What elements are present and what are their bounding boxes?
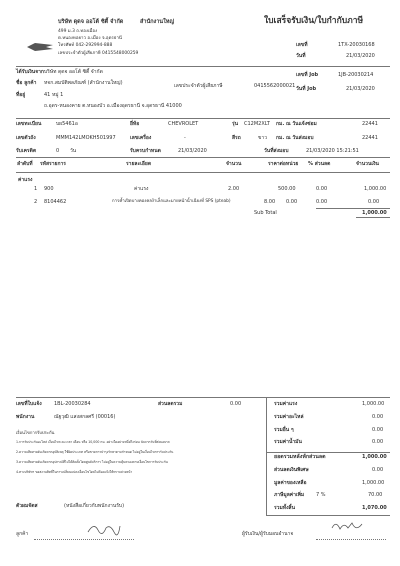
company-tax-id: เลขประจำตัวผู้เสียภาษี 0415548000259: [58, 51, 139, 56]
subtotal-label: Sub Total: [254, 210, 277, 216]
customer-name-label: ชื่อ ลูกค้า: [16, 80, 37, 86]
warranty-note-3: 3.ความเสียหายอันเกิดจากอุปกรณ์ที่ไม่ได้ติดตั้งโดยศูนย์บริการ ไม่อยู่ในความคุ้มครองตามเงื่อนไขการรับประกัน: [16, 460, 168, 464]
customer-name: หจก.สมบัติพลภัณฑ์ (สำนักงานใหญ่): [44, 80, 123, 86]
due-date: 21/03/2020: [178, 148, 207, 154]
footer-top-border: [16, 397, 390, 398]
receiver-signature-icon: [330, 518, 364, 534]
mileage-in: 22441: [362, 121, 378, 127]
vehicle-reg: บผ5461อ: [56, 121, 78, 127]
chassis-label: เลขตัวถัง: [16, 135, 36, 141]
bill-no-label: เลขที่ใบแจ้ง: [16, 401, 42, 407]
discount-label: ส่วนลดรวม: [158, 401, 183, 407]
row-2-desc: การค้ำเปิดบางคองคลง้าเล็กและมายหน้าน้ำเฉียงที่ SPS (pteab): [112, 199, 231, 204]
mileage-out: 22441: [362, 135, 378, 141]
company-logo-icon: [26, 42, 54, 52]
row-1-desc: ค่าแรง: [134, 186, 149, 192]
table-top-border: [16, 157, 390, 158]
row-1-price: 500.00: [278, 186, 296, 192]
summary-bottom-rule: [266, 515, 390, 516]
received-from: บริษัท ดุดจ ออโต้ ซิตี้ จำกัด: [44, 69, 103, 75]
row-1-discount: 0.00: [316, 186, 328, 192]
delivery-label: วันที่ส่งมอบ: [264, 148, 289, 154]
summary-value: 1,000.00: [362, 454, 387, 460]
credit-label: รับเครดิต: [16, 148, 37, 154]
customer-taxid: 0415562000021: [254, 83, 296, 89]
invoice-page: [16, 12, 390, 558]
engine-no: -: [184, 135, 186, 141]
subtotal-underline: [356, 217, 390, 218]
warranty-note-4: 4.ทางบริษัทฯ ขอสงวนสิทธิ์ในการเปลี่ยนแปลงเงื่อนไขโดยไม่ต้องแจ้งให้ทราบล่วงหน้า: [16, 470, 133, 474]
summary-value: 1,070.00: [362, 505, 387, 511]
warranty-title: เงื่อนไขการรับประกัน: [16, 430, 55, 435]
engine-label: เลขเครื่อง: [130, 135, 152, 141]
customer-signature-label: ลูกค้า: [16, 531, 29, 537]
divider: [16, 118, 390, 119]
summary-label: รวมค่าแรง: [274, 401, 298, 407]
doc-date: 21/03/2020: [346, 53, 375, 59]
discount-value: 0.00: [230, 401, 242, 407]
summary-value: 1,000.00: [362, 401, 385, 407]
table-header-border: [16, 172, 390, 173]
company-branch: สำนักงานใหญ่: [140, 19, 175, 25]
bill-no: 1BL-20030284: [54, 401, 91, 407]
doc-date-label: วันที่: [296, 53, 306, 59]
receiver-signature-line: [316, 539, 386, 540]
color-value: ขาว: [258, 135, 268, 141]
staff-label: พนักงาน: [16, 414, 35, 420]
summary-label: ภาษีมูลค่าเพิ่ม: [274, 492, 305, 498]
row-2-discount: 0.00: [316, 199, 328, 205]
vehicle-model: C12M2XLT: [244, 121, 270, 127]
doc-no: 1TX-20030168: [338, 42, 375, 48]
customer-address-1: 41 หมู่ 1: [44, 92, 64, 98]
vehicle-brand-label: ยี่ห้อ: [130, 121, 140, 127]
customer-signature-icon: [86, 520, 122, 536]
warranty-note-2: 2.ความเสียหายอันเกิดจากอุบัติเหตุ ใช้ผิดประเภท หรือขาดการบำรุงรักษาตามกำหนด ไม่อยู่ในเงื่อนไขการรับประกัน: [16, 450, 174, 454]
staff-name: ณัฐวุฒิ แสงสกลศรี (00016): [54, 414, 116, 420]
document-title: ใบเสร็จรับเงิน/ใบกำกับภาษี: [264, 16, 364, 26]
summary-label: ยอดรวมหลังหักส่วนลด: [274, 454, 326, 460]
divider: [16, 66, 390, 67]
summary-divider: [266, 397, 267, 515]
summary-rule: [266, 452, 390, 453]
summary-label: รวมอื่น ๆ: [274, 427, 294, 433]
row-1-qty: 2.00: [228, 186, 240, 192]
summary-value: 1,000.00: [362, 480, 385, 486]
summary-label: รวมค่าน้ำมัน: [274, 439, 302, 445]
col-desc-header: รายละเอียด: [126, 161, 152, 167]
chassis-no: MMM142LMOKH501997: [56, 135, 116, 141]
company-phone: โทรศัพท์ 042-292994-888: [58, 43, 113, 48]
row-2-amount: 0.00: [368, 199, 380, 205]
summary-value: 0.00: [372, 414, 384, 420]
col-no-header: ลำดับที่: [17, 161, 33, 167]
mileage-in-label: กม. ณ วันแจ้งซ่อม: [276, 121, 317, 127]
company-address-1: 499 ม.3 ถ.ทองเมือง: [58, 29, 98, 34]
warranty-note-1: 1.การรับประกันอะไหล่ เงื่อนไขระยะเวลา เดือน หรือ 10,000 กม. อย่างใดอย่างหนึ่งถึงก่อน นับจากวันที่ส่งมอบรถ: [16, 440, 170, 444]
customer-address-2: ถ.อุดร-หนองคาย ต.หนองบัว อ.เมืองอุดรธานี จ.อุดรธานี 41000: [44, 103, 182, 109]
customer-signature-line: [34, 539, 134, 540]
payer-label: ตัวผมจัดส: [16, 503, 38, 509]
vat-rate: 7 %: [316, 492, 326, 498]
summary-value: 0.00: [372, 427, 384, 433]
col-discount-header: % ส่วนลด: [308, 161, 331, 167]
summary-label: รวมค่าอะไหล่: [274, 414, 304, 420]
col-amount-header: จำนวนเงิน: [356, 161, 379, 167]
summary-value: 0.00: [372, 467, 384, 473]
col-price-header: ราคาต่อหน่วย: [268, 161, 299, 167]
payer-note: (หนังสือเกี่ยวกับพนักงานรับ): [64, 503, 125, 509]
row-2-no: 2: [34, 199, 38, 205]
row-2-code: 8104462: [44, 199, 67, 205]
vehicle-reg-label: เลขทะเบียน: [16, 121, 42, 127]
job-date-label: วันที่ Job: [296, 86, 317, 92]
due-label: รับครบกำหนด: [130, 148, 161, 154]
summary-value: 0.00: [372, 439, 384, 445]
col-code-header: รหัสรายการ: [40, 161, 66, 167]
color-label: สีรถ: [232, 135, 241, 141]
credit-unit: วัน: [70, 148, 77, 154]
row-2-price: 0.00: [286, 199, 298, 205]
job-no-label: เลขที่ Job: [296, 72, 319, 78]
vehicle-brand: CHEVROLET: [168, 121, 199, 127]
row-1-code: 900: [44, 186, 54, 192]
receiver-label: ผู้รับเงิน/ผู้รับมอบอำนาจ: [242, 531, 294, 537]
company-address-2: ต.หนองหอยาว อ.เมือง จ.อุดรธานี: [58, 36, 122, 41]
summary-label: ส่วนลดเงินพิเศษ: [274, 467, 309, 473]
job-date: 21/03/2020: [346, 86, 375, 92]
company-name: บริษัท ดุดจ ออโต้ ซิตี้ จำกัด: [58, 19, 124, 25]
subtotal-value: 1,000.00: [362, 210, 387, 216]
job-no: 1JB-20030214: [338, 72, 374, 78]
summary-value: 70.00: [368, 492, 383, 498]
received-from-label: ได้รับเงินจาก: [16, 69, 44, 75]
vehicle-model-label: รุ่น: [232, 121, 239, 127]
row-1-amount: 1,000.00: [364, 186, 387, 192]
row-1-no: 1: [34, 186, 38, 192]
doc-no-label: เลขที่: [296, 42, 308, 48]
credit-days: 0: [56, 148, 60, 154]
summary-label: รวมทั้งสิ้น: [274, 505, 295, 511]
delivery-datetime: 21/03/2020 15:21:51: [306, 148, 359, 154]
subtotal-rule: [316, 208, 390, 209]
summary-label: มูลค่าของเหลือ: [274, 480, 307, 486]
mileage-out-label: กม. ณ วันส่งมอบ: [276, 135, 314, 141]
customer-taxid-label: เลขประจำตัวผู้เสียภาษี: [174, 83, 223, 89]
row-2-qty: 8.00: [264, 199, 276, 205]
section-label: ค่าแรง: [18, 177, 33, 183]
col-qty-header: จำนวน: [226, 161, 242, 167]
customer-address-label: ที่อยู่: [16, 92, 26, 98]
